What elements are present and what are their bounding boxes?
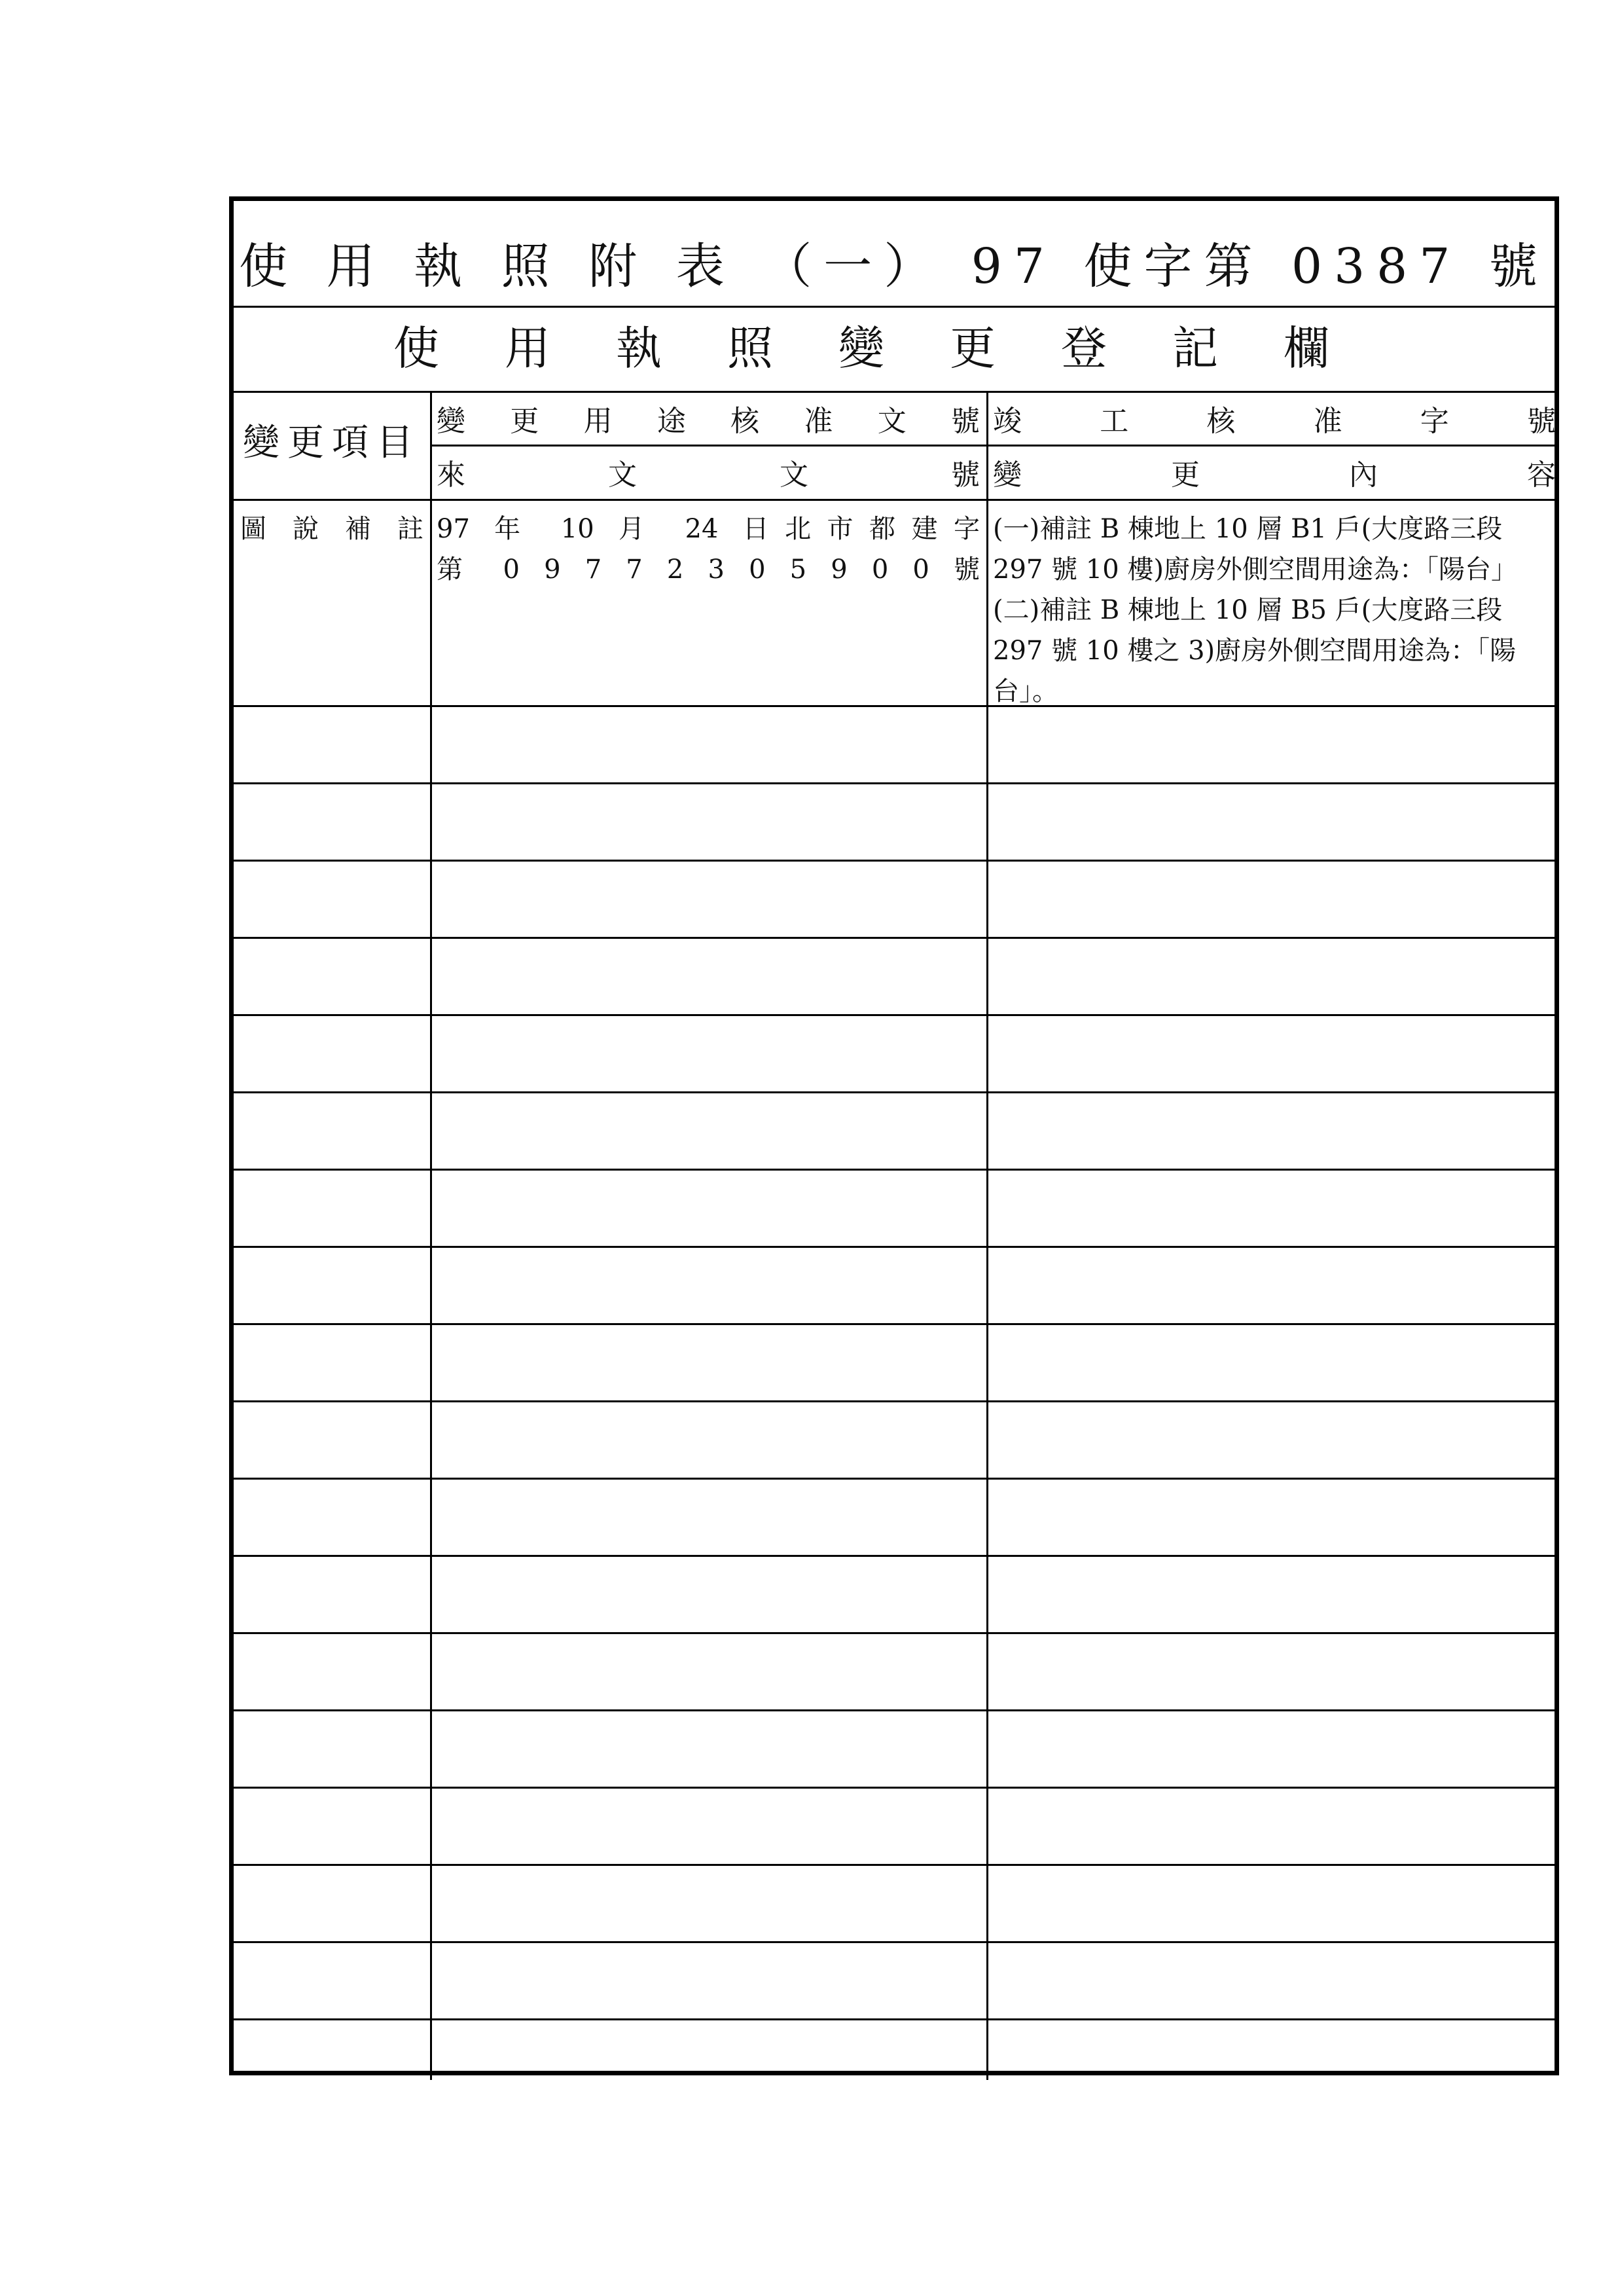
divider (234, 499, 1555, 501)
row-content-line: (二)補註 B 棟地上 10 層 B5 戶(大度路三段 (993, 595, 1503, 625)
row-divider (234, 1709, 1555, 1711)
row-doc-line1: 97 年 10 月 24 日北市都建字 (437, 514, 980, 544)
row-divider (234, 705, 1555, 707)
row-divider (234, 1323, 1555, 1325)
row-divider (234, 1014, 1555, 1016)
row-doc-line2: 第 0 9 7 7 2 3 0 5 9 0 0 號 (437, 555, 980, 585)
row-content-line: 297 號 10 樓之 3)廚房外側空間用途為：「陽 (993, 636, 1517, 666)
row-divider (234, 1246, 1555, 1248)
header-completion-no: 竣 工 核 准 字 號 (993, 405, 1556, 438)
divider (234, 306, 1555, 308)
row-divider (234, 1478, 1555, 1480)
license-form (229, 196, 1559, 2075)
column-divider (430, 391, 432, 2080)
row-content-line: 297 號 10 樓)廚房外側空間用途為：「陽台」 (993, 555, 1517, 585)
row-content-line: 台」。 (993, 676, 1058, 706)
header-change-item: 變更項目 (243, 422, 421, 464)
row-divider (234, 1864, 1555, 1866)
row-divider (234, 1941, 1555, 1943)
form-title: 使 用 執 照 附 表 （一） 97 使字第 0387 號 (239, 238, 1549, 295)
row-divider (234, 860, 1555, 862)
header-approval-doc-no: 變 更 用 途 核 准 文 號 (437, 405, 980, 438)
form-subtitle: 使用執照變更登記欄 (393, 321, 1395, 375)
row-divider (234, 937, 1555, 939)
header-incoming-doc-no: 來 文 文 號 (437, 458, 980, 492)
row-divider (234, 1632, 1555, 1634)
row-content-line: (一)補註 B 棟地上 10 層 B1 戶(大度路三段 (993, 514, 1503, 544)
row-item: 圖 說 補 註 (240, 514, 423, 544)
row-divider (234, 2018, 1555, 2020)
header-change-content: 變 更 內 容 (993, 458, 1556, 492)
row-divider (234, 1555, 1555, 1557)
row-divider (234, 1091, 1555, 1093)
row-divider (234, 1400, 1555, 1402)
row-divider (234, 1169, 1555, 1171)
column-divider (986, 391, 988, 2080)
row-divider (234, 1787, 1555, 1789)
row-divider (234, 782, 1555, 784)
